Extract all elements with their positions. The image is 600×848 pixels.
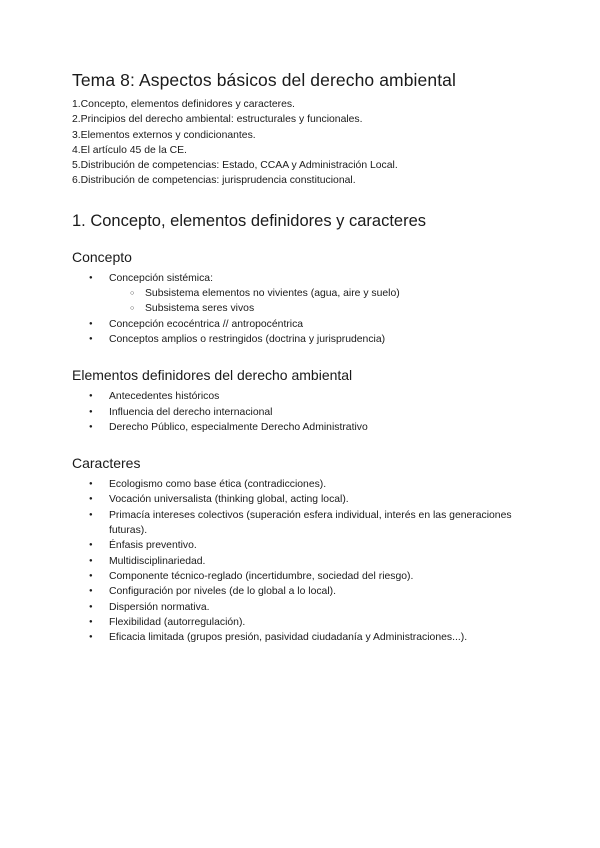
list-item: ● Primacía intereses colectivos (superación esfera individual, interés en las generaciones futuras).	[72, 508, 542, 539]
list-item: ● Influencia del derecho internacional	[72, 405, 542, 420]
list-item-text: Concepción sistémica:	[109, 272, 213, 284]
toc-item: 5.Distribución de competencias: Estado, CCAA y Administración Local.	[72, 160, 398, 172]
list-item: ● Vocación universalista (thinking global, acting local).	[72, 492, 542, 507]
subsection-heading-elementos: Elementos definidores del derecho ambiental	[72, 367, 353, 384]
list-item: ● Flexibilidad (autorregulación).	[72, 615, 542, 630]
toc-item: 3.Elementos externos y condicionantes.	[72, 129, 256, 141]
list-item: ● Multidisciplinariedad.	[72, 554, 542, 569]
sub-list-item: ○ Subsistema elementos no vivientes (agua, aire y suelo)	[109, 286, 542, 301]
list-item: ● Eficacia limitada (grupos presión, pasividad ciudadanía y Administraciones...).	[72, 630, 542, 645]
list-item: ● Dispersión normativa.	[72, 600, 542, 615]
list-item: ● Conceptos amplios o restringidos (doctrina y jurisprudencia)	[72, 332, 542, 347]
list-item	[72, 271, 542, 317]
elementos-list	[72, 389, 542, 435]
list-item: ● Componente técnico-reglado (incertidumbre, sociedad del riesgo).	[72, 569, 542, 584]
toc-item: 4.El artículo 45 de la CE.	[72, 144, 187, 156]
sub-list-item: ○ Subsistema seres vivos	[109, 301, 542, 316]
list-item: ● Configuración por niveles (de lo global a lo local).	[72, 584, 542, 599]
list-item: ● Concepción ecocéntrica // antropocéntrica	[72, 317, 542, 332]
list-item: ● Ecologismo como base ética (contradicciones).	[72, 477, 542, 492]
concepto-list	[72, 271, 542, 347]
subsection-heading-caracteres: Caracteres	[72, 455, 141, 472]
sub-list	[109, 286, 542, 317]
list-item: ● Énfasis preventivo.	[72, 538, 542, 553]
table-of-contents	[72, 97, 542, 189]
subsection-heading-concepto: Concepto	[72, 248, 132, 265]
toc-item: 1.Concepto, elementos definidores y caracteres.	[72, 99, 295, 110]
list-item: ● Derecho Público, especialmente Derecho Administrativo	[72, 420, 542, 435]
document-title: Tema 8: Aspectos básicos del derecho ambiental	[72, 70, 456, 90]
section-heading: 1. Concepto, elementos definidores y caracteres	[72, 211, 427, 230]
document-page	[72, 70, 542, 645]
toc-item: 2.Principios del derecho ambiental: estructurales y funcionales.	[72, 114, 363, 126]
toc-item: 6.Distribución de competencias: jurisprudencia constitucional.	[72, 175, 356, 187]
list-item: ● Antecedentes históricos	[72, 389, 542, 404]
caracteres-list	[72, 477, 542, 645]
